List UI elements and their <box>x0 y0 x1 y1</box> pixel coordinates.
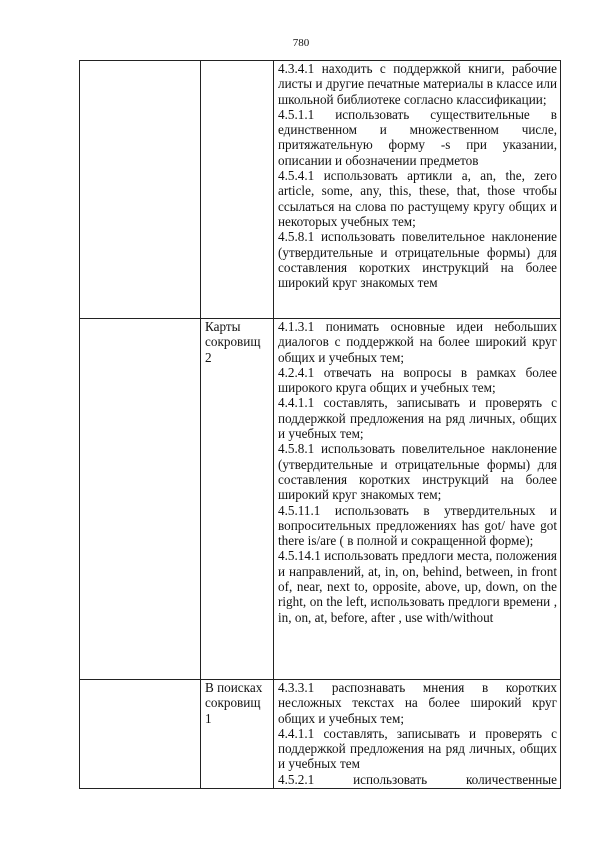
section-cell <box>201 61 274 319</box>
learning-objective: 4.5.11.1 использовать в утвердительных и вопросительных предложениях has got/ have got there is/are ( в полной и сокращенной форме); <box>278 502 557 549</box>
empty-cell <box>80 319 201 680</box>
learning-objective: 4.5.14.1 использовать предлоги места, положения и направлений, at, in, on, behind, between, in front of, near, next to, opposite, above, up, down, on the right, on the left, использовать предлоги времени , in, on, at, before, after , use with/without <box>278 548 557 625</box>
section-cell: В поисках сокровищ 1 <box>201 680 274 789</box>
learning-objective: 4.5.8.1 использовать повелительное наклонение (утвердительные и отрицательные формы) для составления коротких инструкций на более широкий круг знакомых тем; <box>278 441 557 503</box>
learning-objective: 4.3.3.1 распознавать мнения в коротких несложных текстах на более широкий круг общих и учебных тем; <box>278 680 557 726</box>
learning-objective: 4.2.4.1 отвечать на вопросы в рамках более широкого круга общих и учебных тем; <box>278 364 557 396</box>
learning-objective: 4.1.3.1 понимать основные идеи небольших диалогов с поддержкой на более широкий круг общих и учебных тем; <box>278 319 557 365</box>
empty-cell <box>80 680 201 789</box>
objectives-cell <box>274 680 561 789</box>
curriculum-table <box>79 60 561 789</box>
objectives-cell <box>274 61 561 319</box>
learning-objective: 4.5.2.1 использовать количественные <box>278 771 557 787</box>
empty-cell <box>80 61 201 319</box>
objectives-cell <box>274 319 561 680</box>
learning-objective: 4.5.8.1 использовать повелительное наклонение (утвердительные и отрицательные формы) для составления коротких инструкций на более широкий круг знакомых тем <box>278 229 557 291</box>
learning-objective: 4.5.1.1 использовать существительные в единственном и множественном числе, притяжательную форму -s при указании, описании и обозначении предметов <box>278 106 557 168</box>
learning-objective: 4.4.1.1 составлять, записывать и проверять с поддержкой предложения на ряд личных, общих и учебных тем <box>278 725 557 772</box>
page-number: 780 <box>292 37 310 49</box>
section-cell: Карты сокровищ 2 <box>201 319 274 680</box>
learning-objective: 4.4.1.1 составлять, записывать и проверять с поддержкой предложения на ряд личных, общих и учебных тем; <box>278 395 557 442</box>
learning-objective: 4.5.4.1 использовать артикли a, an, the, zero article, some, any, this, these, that, those чтобы ссылаться на слова по растущему кругу общих и некоторых учебных тем; <box>278 168 557 229</box>
table-row <box>80 680 561 789</box>
learning-objective: 4.3.4.1 находить с поддержкой книги, рабочие листы и другие печатные материалы в классе или школьной библиотеке согласно классификации; <box>278 61 557 107</box>
table-row <box>80 319 561 680</box>
table-row <box>80 61 561 319</box>
